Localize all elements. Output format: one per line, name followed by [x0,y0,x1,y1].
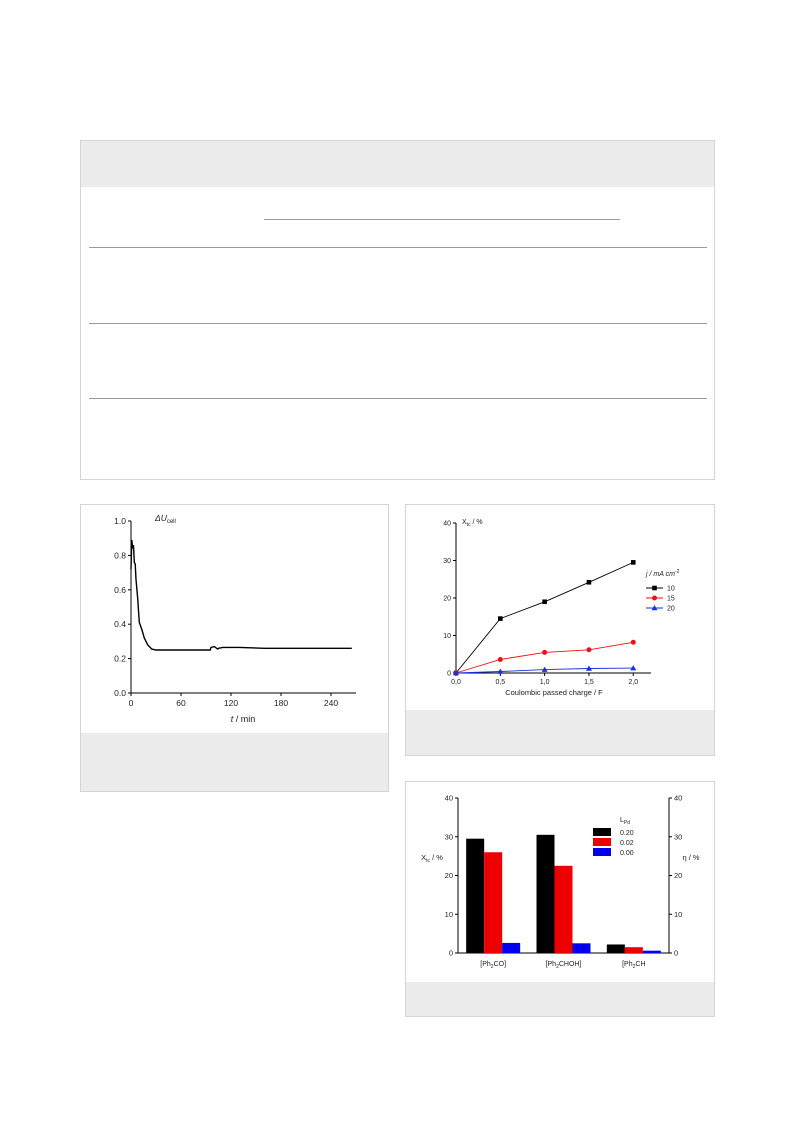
bar-0.00 [502,943,520,953]
table-caption [81,141,714,187]
bar-0.02 [555,866,573,953]
bar-0.20 [607,944,625,953]
y-tick-label: 0 [447,670,451,678]
legend-swatch-0.00 [593,848,611,856]
y-right-tick-label: 0 [674,948,679,958]
voltage-chart [81,505,388,733]
table-row-rule [89,323,707,324]
y-right-tick-label: 10 [674,909,683,919]
y-axis-left-label: $X_{tc}$ / % [421,853,443,864]
data-point-10 [631,560,636,565]
bar-0.00 [573,943,591,953]
legend-swatch-0.20 [593,828,611,836]
x-tick-label: 60 [176,698,186,708]
figure-conversion-caption [406,710,714,755]
table-header-span-rule [264,219,620,220]
y-tick-label: 40 [443,520,451,528]
voltage-series-line [131,540,352,650]
category-label: [$Ph_2CH$ [622,961,646,970]
table-panel [80,140,715,480]
data-point-15 [631,640,636,645]
y-tick-label: 1.0 [114,516,126,526]
legend-marker-10 [652,586,657,591]
y-tick-label: 0.6 [114,584,126,595]
bar-0.00 [643,951,661,953]
y-tick-label: 0.2 [114,653,126,664]
data-point-10 [587,580,592,585]
y-right-tick-label: 40 [674,793,683,803]
y-axis-label: $X_{tc}$ / % [462,519,483,528]
x-tick-label: 1,0 [539,679,550,686]
table-header-rule [89,247,707,248]
table-row-rule [89,398,707,399]
legend-title: $L_{Pd}$ [620,817,631,826]
y-left-tick-label: 30 [444,832,453,842]
x-tick-label: 120 [223,698,239,708]
legend-swatch-0.02 [593,838,611,846]
legend-label-0.00: 0.00 [620,850,634,857]
legend-label-15: 15 [667,595,675,603]
y-left-tick-label: 40 [444,793,453,803]
bar-0.02 [625,947,643,953]
legend-label-10: 10 [667,585,675,593]
y-right-tick-label: 30 [674,832,683,842]
legend-marker-15 [652,596,657,601]
figure-voltage-caption [81,733,388,791]
x-tick-label: 2,0 [628,679,639,686]
y-tick-label: 10 [443,633,451,640]
y-left-tick-label: 10 [444,909,453,919]
bar-0.20 [466,839,484,953]
data-point-15 [586,647,591,652]
y-axis-right-label: η / % [682,853,700,862]
y-axis-label: $\Delta U_{cell}$ [155,513,176,525]
x-tick-label: 0,5 [495,679,506,686]
figure-bar-panel [405,781,715,1017]
data-point-15 [542,650,547,655]
x-axis-label: t / min [230,714,256,724]
legend-label-20: 20 [667,605,675,613]
category-label: $[Ph_2CO]$ [480,961,507,970]
x-tick-label: 0 [128,698,134,708]
selectivity-bar-chart [406,782,714,982]
data-point-10 [542,599,547,604]
y-tick-label: 30 [443,558,451,565]
x-tick-label: 240 [323,698,339,708]
y-tick-label: 0.0 [114,688,126,698]
y-left-tick-label: 20 [444,871,453,880]
y-tick-label: 0.8 [114,550,126,561]
x-axis-label: Coulombic passed charge / F [505,688,603,697]
y-left-tick-label: 0 [448,948,453,958]
figure-voltage-panel [80,504,389,792]
data-point-15 [498,657,503,662]
category-label: $[Ph_2CHOH]$ [545,961,582,970]
bar-0.20 [537,835,555,953]
figure-conversion-panel [405,504,715,756]
conversion-chart [406,505,714,710]
bar-0.02 [484,852,502,953]
legend-label-0.02: 0.02 [620,840,634,847]
series-line-10 [456,562,633,673]
figure-bar-caption [406,982,714,1016]
x-tick-label: 0,0 [451,679,461,686]
y-tick-label: 0.4 [114,619,126,630]
y-right-tick-label: 20 [674,871,683,880]
y-tick-label: 20 [443,595,451,603]
x-tick-label: 1,5 [584,679,594,686]
data-point-10 [498,616,503,621]
legend-label-0.20: 0.20 [620,830,634,837]
x-tick-label: 180 [273,698,289,708]
legend-title: j / mA $cm^{-2}$ [646,569,680,578]
